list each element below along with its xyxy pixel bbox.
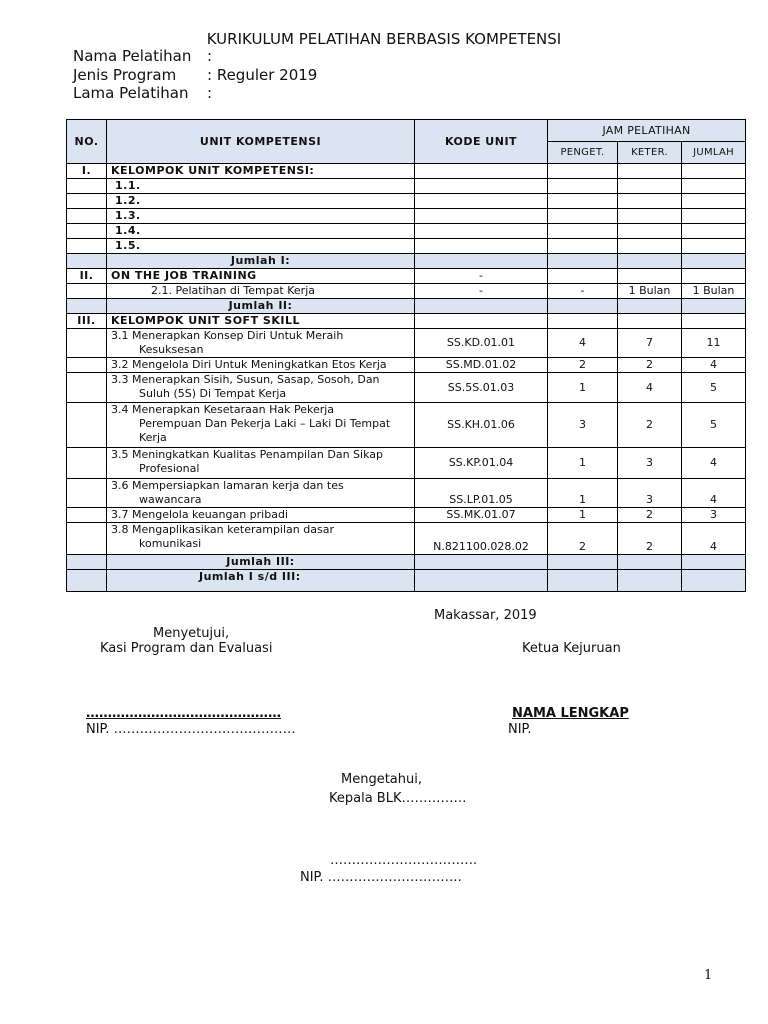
penget-value: 3 <box>548 403 618 448</box>
keter-value: 2 <box>618 358 682 373</box>
unit-item: 1.5. <box>107 239 415 254</box>
keter-value: 3 <box>618 479 682 508</box>
unit-text: Mengelola Diri Untuk Meningkatkan Etos Kerja <box>132 358 387 371</box>
unit-number: 3.6 <box>111 479 129 492</box>
table-row <box>67 179 746 194</box>
table-row <box>67 164 746 179</box>
bottom-signature-name-line: ……………………………. <box>330 853 478 868</box>
unit-item <box>107 403 415 448</box>
table-row <box>67 358 746 373</box>
jumlah-value: 4 <box>682 448 746 479</box>
unit-text: Meningkatkan Kualitas Penampilan Dan Sikap <box>132 448 383 461</box>
unit-text: Menerapkan Konsep Diri Untuk Meraih <box>132 329 344 342</box>
table-row <box>67 403 746 448</box>
unit-text: Menerapkan Kesetaraan Hak Pekerja <box>132 403 335 416</box>
header-unit-kompetensi: UNIT KOMPETENSI <box>107 120 415 164</box>
unit-item: 1.3. <box>107 209 415 224</box>
menyetujui-label: Menyetujui, <box>153 626 230 641</box>
kode-unit: SS.5S.01.03 <box>415 373 548 403</box>
table-row <box>67 239 746 254</box>
group-number: I. <box>67 164 107 179</box>
unit-number: 3.8 <box>111 523 129 536</box>
unit-item <box>107 358 415 373</box>
mengetahui-label: Mengetahui, <box>341 772 422 787</box>
keter-value: 1 Bulan <box>618 284 682 299</box>
left-nip: NIP. …………………………………… <box>86 722 296 737</box>
subtotal-label: Jumlah I: <box>107 254 415 269</box>
penget-value: 1 <box>548 448 618 479</box>
unit-text: Mengelola keuangan pribadi <box>132 508 289 521</box>
jumlah-value: 4 <box>682 479 746 508</box>
keter-value: 4 <box>618 373 682 403</box>
unit-text-line2: komunikasi <box>139 537 202 550</box>
unit-number: 3.7 <box>111 508 129 521</box>
unit-number: 3.1 <box>111 329 129 342</box>
unit-item: 1.2. <box>107 194 415 209</box>
jumlah-value: 5 <box>682 403 746 448</box>
bottom-nip: NIP. …………………………. <box>300 870 462 885</box>
unit-number: 3.5 <box>111 448 129 461</box>
unit-number: 3.3 <box>111 373 129 386</box>
unit-number: 3.2 <box>111 358 129 371</box>
table-row <box>67 448 746 479</box>
subtotal-row <box>67 254 746 269</box>
unit-item: 2.1. Pelatihan di Tempat Kerja <box>107 284 415 299</box>
kode-unit: SS.MK.01.07 <box>415 508 548 523</box>
right-nip: NIP. <box>508 722 532 737</box>
header-jumlah: JUMLAH <box>682 142 746 164</box>
place-date: Makassar, 2019 <box>434 608 537 623</box>
header-jam-pelatihan: JAM PELATIHAN <box>548 120 746 142</box>
left-signature-name-line: ……………………………………… <box>86 706 281 721</box>
unit-number: 3.4 <box>111 403 129 416</box>
unit-item <box>107 448 415 479</box>
kode-unit: - <box>415 284 548 299</box>
penget-value: 4 <box>548 329 618 358</box>
unit-item <box>107 479 415 508</box>
table-row <box>67 523 746 555</box>
table-row <box>67 269 746 284</box>
table-row <box>67 508 746 523</box>
group-number: II. <box>67 269 107 284</box>
header-kode-unit: KODE UNIT <box>415 120 548 164</box>
jumlah-value: 11 <box>682 329 746 358</box>
unit-item <box>107 508 415 523</box>
unit-text: Mengaplikasikan keterampilan dasar <box>132 523 334 536</box>
unit-text: Menerapkan Sisih, Susun, Sasap, Sosoh, Dan <box>132 373 380 386</box>
document-title: KURIKULUM PELATIHAN BERBASIS KOMPETENSI <box>206 30 562 48</box>
unit-item <box>107 373 415 403</box>
unit-item: 1.1. <box>107 179 415 194</box>
table-row <box>67 479 746 508</box>
lama-pelatihan-line <box>73 84 212 102</box>
subtotal-label: Jumlah III: <box>107 555 415 570</box>
unit-item: 1.4. <box>107 224 415 239</box>
ketua-label: Ketua Kejuruan <box>522 641 621 656</box>
table-row <box>67 224 746 239</box>
unit-item <box>107 329 415 358</box>
jumlah-value: 5 <box>682 373 746 403</box>
table-row <box>67 329 746 358</box>
kasi-label: Kasi Program dan Evaluasi <box>100 641 273 656</box>
jumlah-value: 3 <box>682 508 746 523</box>
subtotal-row <box>67 555 746 570</box>
keter-value: 2 <box>618 403 682 448</box>
kode-unit: SS.KP.01.04 <box>415 448 548 479</box>
table-row <box>67 284 746 299</box>
unit-text-line2: Suluh (5S) Di Tempat Kerja <box>139 387 287 400</box>
kode-unit: SS.LP.01.05 <box>415 479 548 508</box>
jenis-program-value: : Reguler 2019 <box>207 66 318 84</box>
kode-unit: N.821100.028.02 <box>415 523 548 555</box>
penget-value: 1 <box>548 479 618 508</box>
keter-value: 2 <box>618 523 682 555</box>
kode-unit: - <box>415 269 548 284</box>
jenis-program-label: Jenis Program <box>73 66 177 84</box>
penget-value: 2 <box>548 358 618 373</box>
table-row <box>67 209 746 224</box>
table-row <box>67 194 746 209</box>
nama-pelatihan-label: Nama Pelatihan <box>73 47 192 65</box>
right-signature-name: NAMA LENGKAP <box>512 706 629 721</box>
kepala-label: Kepala BLK…………… <box>329 791 467 806</box>
header-penget: PENGET. <box>548 142 618 164</box>
header-no: NO. <box>67 120 107 164</box>
subtotal-label: Jumlah II: <box>107 299 415 314</box>
group-title: ON THE JOB TRAINING <box>107 269 415 284</box>
unit-text-line2: Profesional <box>139 462 200 475</box>
table-row <box>67 373 746 403</box>
grand-total-row <box>67 570 746 592</box>
penget-value: - <box>548 284 618 299</box>
unit-text-line2: Kesuksesan <box>139 343 204 356</box>
header-keter: KETER. <box>618 142 682 164</box>
unit-text-line2: wawancara <box>139 493 202 506</box>
lama-pelatihan-label: Lama Pelatihan <box>73 84 189 102</box>
jumlah-value: 1 Bulan <box>682 284 746 299</box>
group-number: III. <box>67 314 107 329</box>
unit-text: Mempersiapkan lamaran kerja dan tes <box>132 479 344 492</box>
jenis-program-line <box>73 66 317 84</box>
unit-text-line2: Perempuan Dan Pekerja Laki – Laki Di Tempat <box>139 417 391 430</box>
group-title: KELOMPOK UNIT KOMPETENSI: <box>107 164 415 179</box>
penget-value: 1 <box>548 373 618 403</box>
grand-total-label: Jumlah I s/d III: <box>107 570 415 592</box>
kode-unit: SS.KH.01.06 <box>415 403 548 448</box>
jumlah-value: 4 <box>682 523 746 555</box>
unit-item <box>107 523 415 555</box>
kode-unit: SS.MD.01.02 <box>415 358 548 373</box>
page-number: 1 <box>704 968 713 983</box>
keter-value: 7 <box>618 329 682 358</box>
subtotal-row <box>67 299 746 314</box>
penget-value: 2 <box>548 523 618 555</box>
unit-text-line3: Kerja <box>139 431 167 444</box>
keter-value: 2 <box>618 508 682 523</box>
keter-value: 3 <box>618 448 682 479</box>
group-title: KELOMPOK UNIT SOFT SKILL <box>107 314 415 329</box>
nama-pelatihan-value: : <box>207 47 213 65</box>
curriculum-table <box>66 119 746 592</box>
nama-pelatihan-line <box>73 47 212 65</box>
kode-unit: SS.KD.01.01 <box>415 329 548 358</box>
jumlah-value: 4 <box>682 358 746 373</box>
penget-value: 1 <box>548 508 618 523</box>
lama-pelatihan-value: : <box>207 84 213 102</box>
table-row <box>67 314 746 329</box>
